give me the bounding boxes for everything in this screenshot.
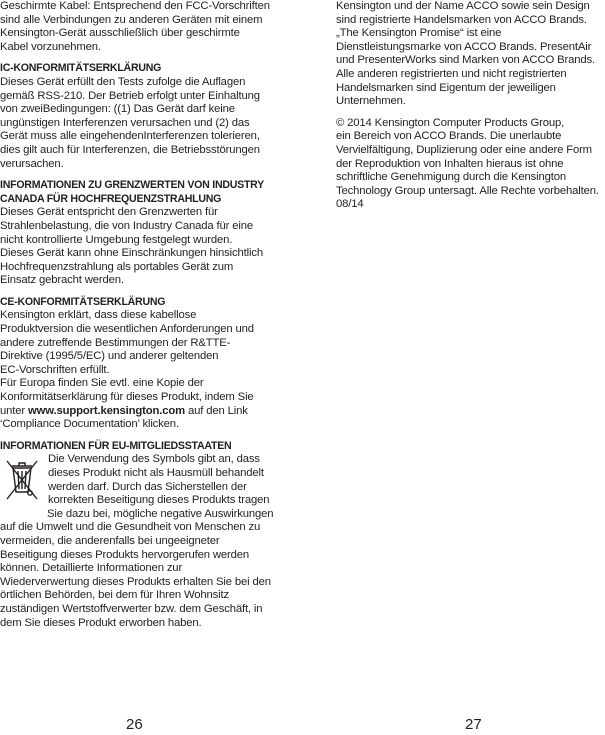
- left-column: [0, 0, 276, 630]
- ce-conformity-body: Kensington erklärt, dass diese kabellose Produktversion die wesentlichen Anforderungen und andere zutreffende Bestimmungen der R&TTE- Direktive (1995/5/EC) und anderer geltenden EC-Vorschriften erfüllt.: [0, 309, 254, 376]
- ce-copy-after-text: auf den Link ‘Compliance Documentation’ klicken.: [0, 404, 248, 431]
- ce-copy-paragraph: [0, 377, 276, 431]
- ce-conformity-heading: CE-KONFORMITÄTSERKLÄRUNG: [0, 295, 166, 308]
- weee-block: [0, 453, 276, 630]
- right-column: [336, 0, 605, 220]
- ic-conformity-heading: IC-KONFORMITÄTSERKLÄRUNG: [0, 62, 162, 75]
- trademarks-paragraph: Kensington und der Name ACCO sowie sein Design sind registrierte Handelsmarken von ACCO Brands. „The Kensington Promise“ ist eine Dienstleistungsmarke von ACCO Brands. PresentAir und PresenterWorks sind Marken von ACCO Brands. Alle anderen registrierten und nicht registrierten Handelsmarken sind Eigentum der jeweiligen Unternehmen.: [336, 0, 595, 108]
- eu-member-states-heading: INFORMATIONEN FÜR EU-MITGLIEDSSTAATEN: [0, 439, 232, 452]
- industry-canada-body: Dieses Gerät entspricht den Grenzwerten für Strahlenbelastung, die von Industry Canada für eine nicht kontrollierte Umgebung festgelegt wurden. Dieses Gerät kann ohne Einschränkungen hinsichtlich Hochfrequenzstrahlung als portables Gerät zum Einsatz gebracht werden.: [0, 206, 264, 287]
- page-number-right: 27: [465, 716, 482, 733]
- crossed-out-wheelie-bin-icon: [4, 457, 40, 503]
- industry-canada-heading: INFORMATIONEN ZU GRENZWERTEN VON INDUSTRY CANADA FÜR HOCHFREQUENZSTRAHLUNG: [0, 179, 265, 205]
- page-number-left: 26: [126, 716, 143, 733]
- eu-weee-body-beside-icon: Die Verwendung des Symbols gibt an, dass dieses Produkt nicht als Hausmüll behandelt werden darf. Durch das Sicherstellen der korrekten Beseitigung dieses Produkts tragen Sie dazu bei, mögliche negative Auswirkungen: [47, 453, 274, 520]
- ce-copy-before-text: Für Europa finden Sie evtl. eine Kopie der Konformitätserklärung für dieses Produkt, indem Sie unter: [0, 377, 254, 417]
- copyright-paragraph: © 2014 Kensington Computer Products Group, ein Bereich von ACCO Brands. Die unerlaubte Vervielfältigung, Duplizierung oder eine andere Form der Reproduktion von Inhalten hieraus ist ohne schriftliche Genehmigung durch die Kensington Technology Group untersagt. Alle Rechte vorbehalten. 08/14: [336, 116, 599, 211]
- eu-weee-body-rest: auf die Umwelt und die Gesundheit von Menschen zu vermeiden, die anderenfalls bei ungeeigneter Beseitigung dieses Produkts hervorgerufen werden können. Detaillierte Informationen zur Wiederverwertung dieses Produkts erhalten Sie bei den örtlichen Behörden, bei dem für Ihren Wohnsitz zuständigen Wertstoffverwerter bzw. dem Geschäft, in dem Sie dieses Produkt erworben haben.: [0, 521, 271, 629]
- support-url: www.support.kensington.com: [28, 404, 185, 417]
- fcc-shielded-cable-note: Geschirmte Kabel: Entsprechend den FCC-Vorschriften sind alle Verbindungen zu anderen Geräten mit einem Kensington-Gerät ausschließlich über geschirmte Kabel vorzunehmen.: [0, 0, 270, 53]
- ic-conformity-body: Dieses Gerät erfüllt den Tests zufolge die Auflagen gemäß RSS-210. Der Betrieb erfolgt unter Einhaltung von zweiBedingungen: ((1) Das Gerät darf keine ungünstigen Interferenzen verursachen und (2) das Gerät muss alle eingehendenInterferenzen tolerieren, dies gilt auch für Interferenzen, die Betriebsstörungen verursachen.: [0, 75, 260, 170]
